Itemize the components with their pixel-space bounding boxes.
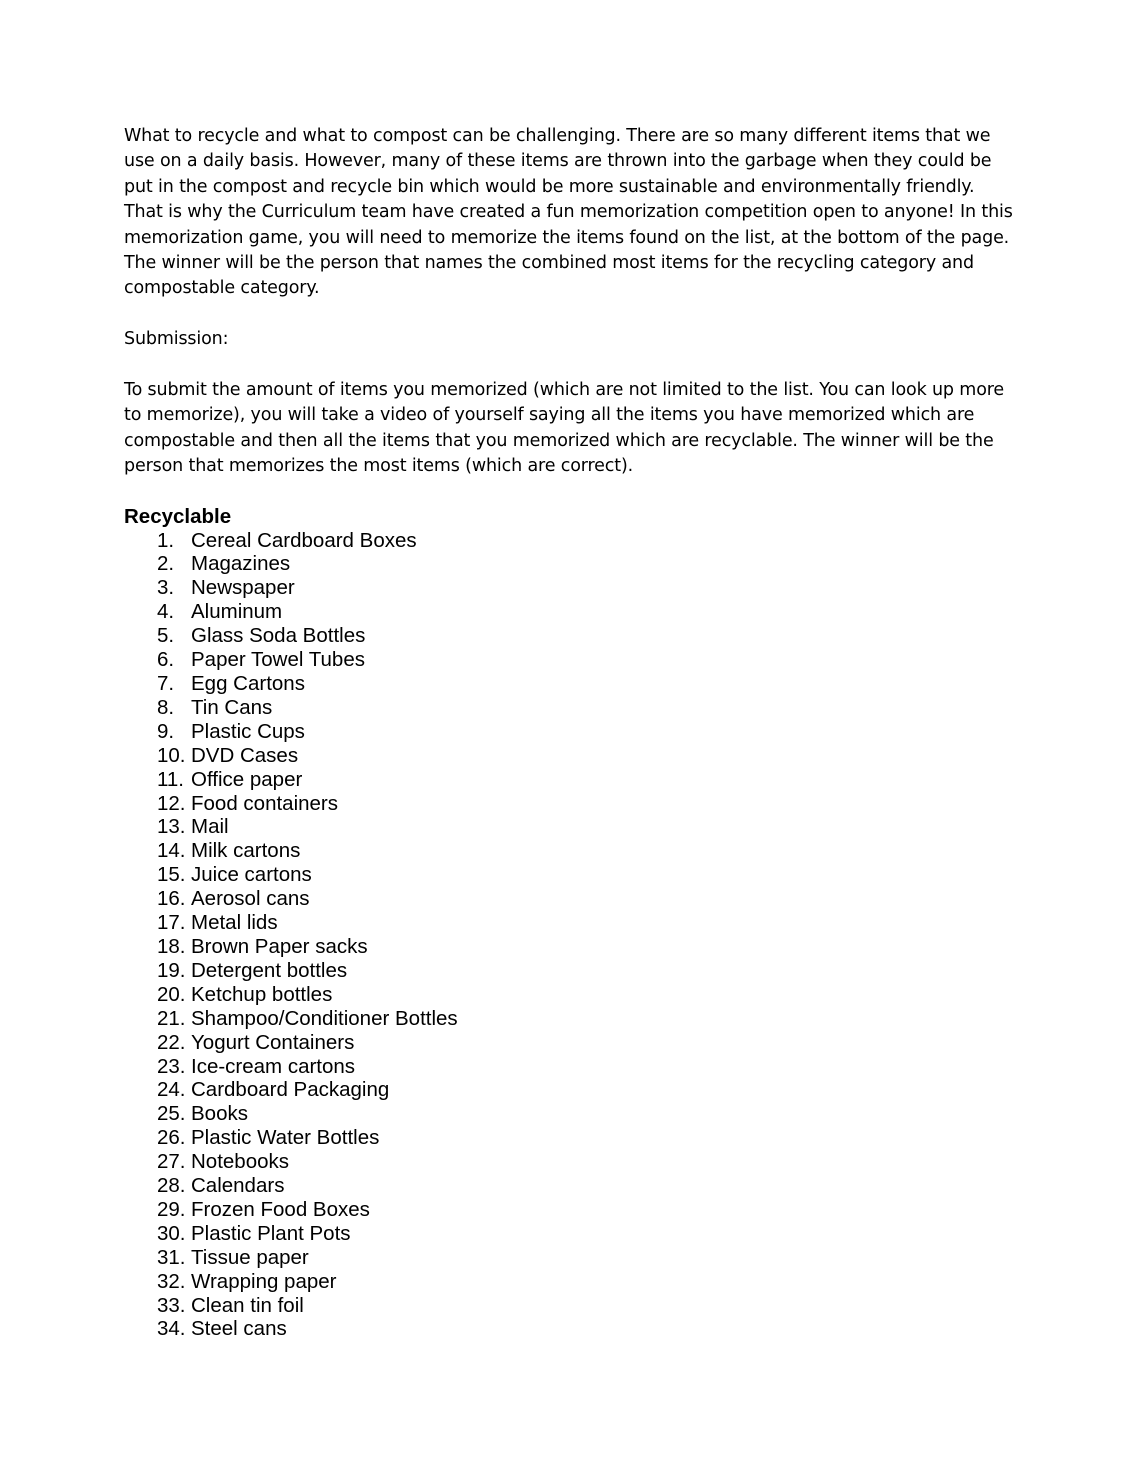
list-item-number: 25. (157, 1102, 186, 1126)
list-item-number: 14. (157, 839, 186, 863)
list-item-number: 11. (157, 767, 184, 791)
list-item (124, 1007, 1014, 1031)
list-item-label: Office paper (191, 767, 303, 791)
list-item (124, 887, 1014, 911)
list-item-label: Shampoo/Conditioner Bottles (191, 1006, 458, 1030)
list-item-label: Aluminum (191, 600, 283, 624)
list-item-number: 4. (157, 600, 175, 624)
list-item (124, 696, 1014, 720)
list-item-number: 3. (157, 576, 175, 600)
list-item-label: Plastic Cups (191, 719, 305, 743)
list-item-label: Calendars (191, 1174, 285, 1198)
list-item (124, 768, 1014, 792)
list-item (124, 1317, 1014, 1341)
list-item-label: Paper Towel Tubes (191, 648, 365, 672)
list-item-label: Frozen Food Boxes (191, 1197, 370, 1221)
list-item-label: Steel cans (191, 1317, 287, 1341)
list-item-number: 23. (157, 1054, 186, 1078)
list-item-number: 29. (157, 1197, 186, 1221)
list-item-number: 6. (157, 648, 175, 672)
list-item (124, 648, 1014, 672)
spacer (124, 302, 1014, 327)
list-item-label: DVD Cases (191, 743, 299, 767)
list-item-number: 33. (157, 1293, 186, 1317)
list-item (124, 600, 1014, 624)
list-item-number: 12. (157, 791, 186, 815)
list-item-number: 30. (157, 1221, 186, 1245)
list-item (124, 815, 1014, 839)
intro-paragraph: What to recycle and what to compost can be challenging. There are so many different items that we use on a daily basis. However, many of these items are thrown into the garbage when they could be put in the compost and recycle bin which would be more sustainable and environmentally friendly. That is why the Curriculum team have created a fun memorization competition open to anyone! In this memorization game, you will need to memorize the items found on the list, at the bottom of the page. The winner will be the person that names the combined most items for the recycling category and compostable category. (124, 126, 1013, 299)
list-item (124, 720, 1014, 744)
list-item-label: Yogurt Containers (191, 1030, 355, 1054)
list-item (124, 624, 1014, 648)
list-item (124, 1078, 1014, 1102)
list-item-label: Food containers (191, 791, 339, 815)
list-item-label: Milk cartons (191, 839, 301, 863)
document-page (124, 124, 1014, 1341)
list-item (124, 672, 1014, 696)
list-item-label: Juice cartons (191, 863, 312, 887)
list-item-label: Ketchup bottles (191, 982, 333, 1006)
list-item (124, 839, 1014, 863)
list-item (124, 863, 1014, 887)
list-item (124, 1150, 1014, 1174)
list-item-number: 21. (157, 1006, 186, 1030)
list-item-number: 2. (157, 552, 175, 576)
list-item (124, 1222, 1014, 1246)
list-item (124, 1174, 1014, 1198)
list-item (124, 1246, 1014, 1270)
list-item (124, 1055, 1014, 1079)
list-item-number: 19. (157, 958, 186, 982)
list-item-number: 22. (157, 1030, 186, 1054)
list-item-number: 17. (157, 911, 186, 935)
list-item-number: 27. (157, 1150, 186, 1174)
list-item-label: Brown Paper sacks (191, 934, 368, 958)
list-item (124, 959, 1014, 983)
list-item-number: 24. (157, 1078, 186, 1102)
list-item-number: 26. (157, 1126, 186, 1150)
list-item-label: Mail (191, 815, 229, 839)
list-item (124, 792, 1014, 816)
list-item-label: Clean tin foil (191, 1293, 304, 1317)
recyclable-list (124, 529, 1014, 1342)
list-item (124, 1198, 1014, 1222)
list-item-number: 13. (157, 815, 186, 839)
list-item-number: 20. (157, 982, 186, 1006)
list-item-number: 16. (157, 887, 186, 911)
list-item-label: Cardboard Packaging (191, 1078, 390, 1102)
list-item-number: 5. (157, 624, 175, 648)
list-item-label: Metal lids (191, 911, 278, 935)
list-item (124, 529, 1014, 553)
list-item-label: Books (191, 1102, 248, 1126)
list-item-label: Wrapping paper (191, 1269, 337, 1293)
list-item (124, 552, 1014, 576)
list-item (124, 1270, 1014, 1294)
list-item (124, 983, 1014, 1007)
recyclable-heading: Recyclable (124, 504, 232, 528)
list-item-label: Aerosol cans (191, 887, 310, 911)
list-item-number: 10. (157, 743, 186, 767)
list-item-label: Egg Cartons (191, 672, 305, 695)
list-item-label: Plastic Water Bottles (191, 1126, 380, 1150)
list-item (124, 1031, 1014, 1055)
list-item-number: 1. (157, 528, 175, 552)
submission-label: Submission: (124, 329, 229, 350)
list-item (124, 744, 1014, 768)
list-item-label: Detergent bottles (191, 958, 348, 982)
list-item-number: 18. (157, 934, 186, 958)
list-item-number: 8. (157, 695, 175, 719)
list-item-number: 32. (157, 1269, 186, 1293)
list-item-label: Notebooks (191, 1150, 290, 1174)
list-item (124, 576, 1014, 600)
list-item-number: 15. (157, 863, 186, 887)
list-item (124, 1102, 1014, 1126)
submission-paragraph: To submit the amount of items you memorized (which are not limited to the list. You can look up more to memorize), you will take a video of yourself saying all the items you have memorized which are compostable and then all the items that you memorized which are recyclable. The winner will be the person that memorizes the most items (which are correct). (124, 380, 1005, 477)
list-item-number: 34. (157, 1317, 186, 1341)
list-item-label: Cereal Cardboard Boxes (191, 528, 417, 552)
list-item-label: Glass Soda Bottles (191, 624, 366, 648)
list-item (124, 1294, 1014, 1318)
spacer (124, 353, 1014, 378)
list-item-number: 28. (157, 1174, 186, 1198)
list-item-number: 31. (157, 1245, 186, 1269)
list-item-number: 7. (157, 672, 175, 695)
list-item-label: Tissue paper (191, 1245, 309, 1269)
list-item-number: 9. (157, 719, 175, 743)
list-item-label: Newspaper (191, 576, 295, 600)
list-item-label: Ice-cream cartons (191, 1054, 356, 1078)
list-item (124, 1126, 1014, 1150)
list-item-label: Tin Cans (191, 695, 273, 719)
list-item (124, 911, 1014, 935)
list-item-label: Magazines (191, 552, 291, 576)
list-item-label: Plastic Plant Pots (191, 1221, 351, 1245)
list-item (124, 935, 1014, 959)
